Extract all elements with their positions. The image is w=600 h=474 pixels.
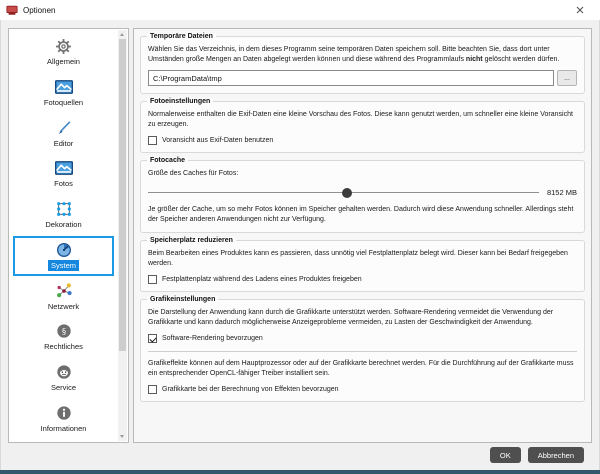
cache-size-label: Größe des Caches für Fotos: (148, 170, 239, 177)
window-titlebar (0, 0, 600, 20)
sidebar-item-label: Service (50, 382, 76, 392)
window-title: Optionen (23, 5, 56, 15)
exif-preview-checkbox-row[interactable] (148, 136, 577, 145)
section-title: Speicherplatz reduzieren (147, 237, 236, 245)
photo-settings-description: Normalerweise enthalten die Exif-Daten eine kleine Vorschau des Fotos. Diese kann genutzt werden, um schneller eine kleine Voransicht zu erzeugen. (148, 111, 573, 128)
network-icon (55, 282, 73, 300)
checkbox-label: Software-Rendering bevorzugen (162, 335, 263, 342)
sidebar-item-label: Informationen (40, 423, 87, 433)
ok-button[interactable]: OK (490, 447, 521, 463)
free-disk-checkbox-row[interactable] (148, 275, 577, 284)
gpu-effects-checkbox-row[interactable] (148, 385, 577, 394)
gear-icon (55, 37, 72, 55)
support-icon (56, 363, 72, 381)
sidebar-item-label: Fotoquellen (43, 98, 84, 108)
sidebar-item-label: Netzwerk (47, 301, 80, 311)
close-button[interactable] (566, 0, 594, 20)
sidebar-item-fotoquellen[interactable] (13, 73, 114, 114)
cache-size-slider[interactable] (148, 192, 539, 193)
scroll-thumb[interactable] (119, 39, 126, 351)
scroll-down-icon[interactable] (118, 432, 127, 441)
disk-space-description: Beim Bearbeiten eines Produktes kann es passieren, dass unnötig viel Festplattenplatz belegt wird. Dieser kann bei Bedarf freigegeben werden. (148, 250, 568, 267)
sidebar-item-rechtliches[interactable] (13, 317, 114, 358)
sidebar-item-netzwerk[interactable] (13, 276, 114, 317)
sidebar-item-label: Allgemein (47, 57, 80, 67)
section-temp-files (140, 33, 585, 94)
slider-thumb[interactable] (342, 188, 352, 198)
section-title: Fotocache (147, 157, 188, 165)
sidebar-item-allgemein[interactable] (13, 32, 114, 73)
temp-files-description: Wählen Sie das Verzeichnis, in dem dieses Programm seine temporären Daten speichern soll. Bitte beachten Sie, dass dort unter Umständen große Mengen an Daten abgelegt werden können und diese während des Programmlaufs nicht gelöscht werden dürfen. (148, 46, 560, 63)
section-disk-space (140, 237, 585, 292)
scroll-up-icon[interactable] (118, 30, 127, 39)
cache-size-value: 8152 MB (546, 188, 577, 197)
sidebar-item-label: Editor (53, 138, 74, 148)
sidebar-item-label: Dekoration (45, 220, 82, 230)
section-title: Grafikeinstellungen (147, 296, 218, 304)
selection-frame-icon (56, 200, 72, 218)
bottom-accent-bar (0, 470, 600, 474)
checkbox-label: Voransicht aus Exif-Daten benutzen (162, 137, 274, 144)
sidebar-item-system[interactable] (13, 236, 114, 277)
checkbox-label: Grafikkarte bei der Berechnung von Effekten bevorzugen (162, 386, 339, 393)
sidebar-scrollbar[interactable] (118, 30, 127, 441)
speedometer-icon (56, 241, 72, 259)
dialog-footer (490, 447, 584, 463)
info-icon (56, 404, 72, 422)
checkbox-label: Festplattenplatz während des Ladens eines Produktes freigeben (162, 276, 362, 283)
sidebar-item-editor[interactable] (13, 113, 114, 154)
software-rendering-checkbox[interactable] (148, 334, 157, 343)
sidebar-item-service[interactable] (13, 358, 114, 399)
software-rendering-checkbox-row[interactable] (148, 334, 577, 343)
sidebar-item-informationen[interactable] (13, 398, 114, 439)
section-graphics (140, 296, 585, 402)
main-panel (133, 28, 592, 443)
graphics-description-1: Die Darstellung der Anwendung kann durch die Grafikkarte unterstützt werden. Software-Rendering vermeidet die Verwendung der Grafikkarte und kann dadurch möglicherweise Anzeigeprobleme vermeiden, zu Lasten der Geschwindigkeit der Anwendung. (148, 309, 554, 326)
photo-icon (55, 159, 73, 177)
sidebar-item-fotos[interactable] (13, 154, 114, 195)
app-icon (6, 4, 18, 16)
scroll-track[interactable] (118, 351, 127, 432)
close-icon (576, 6, 584, 14)
cache-description: Je größer der Cache, um so mehr Fotos können im Speicher gehalten werden. Dadurch wird diese Anwendung schneller. Allerdings steht der Speicher anderen Anwendungen nicht zur Verfügung. (148, 206, 574, 223)
section-divider (148, 351, 577, 352)
graphics-description-2: Grafikeffekte können auf dem Hauptprozessor oder auf der Grafikkarte berechnet werden. Für die Durchführung auf der Grafikkarte muss ein entsprechender OpenCL-fähiger Treiber installiert sein. (148, 360, 574, 377)
section-photo-settings (140, 98, 585, 153)
brush-icon (56, 119, 72, 137)
section-photo-cache (140, 157, 585, 233)
free-disk-checkbox[interactable] (148, 275, 157, 284)
sidebar-item-label: Fotos (54, 179, 73, 189)
paragraph-icon (56, 322, 72, 340)
svg-text:§: § (61, 327, 66, 338)
temp-path-input[interactable] (148, 70, 554, 86)
section-title: Temporäre Dateien (147, 33, 216, 41)
cancel-button[interactable]: Abbrechen (528, 447, 584, 463)
sidebar (8, 28, 129, 443)
photo-icon (55, 78, 73, 96)
browse-button[interactable]: ... (557, 70, 577, 86)
gpu-effects-checkbox[interactable] (148, 385, 157, 394)
sidebar-item-dekoration[interactable] (13, 195, 114, 236)
exif-preview-checkbox[interactable] (148, 136, 157, 145)
section-title: Fotoeinstellungen (147, 98, 213, 106)
sidebar-item-label: Rechtliches (44, 342, 83, 352)
sidebar-item-label: System (48, 260, 79, 271)
